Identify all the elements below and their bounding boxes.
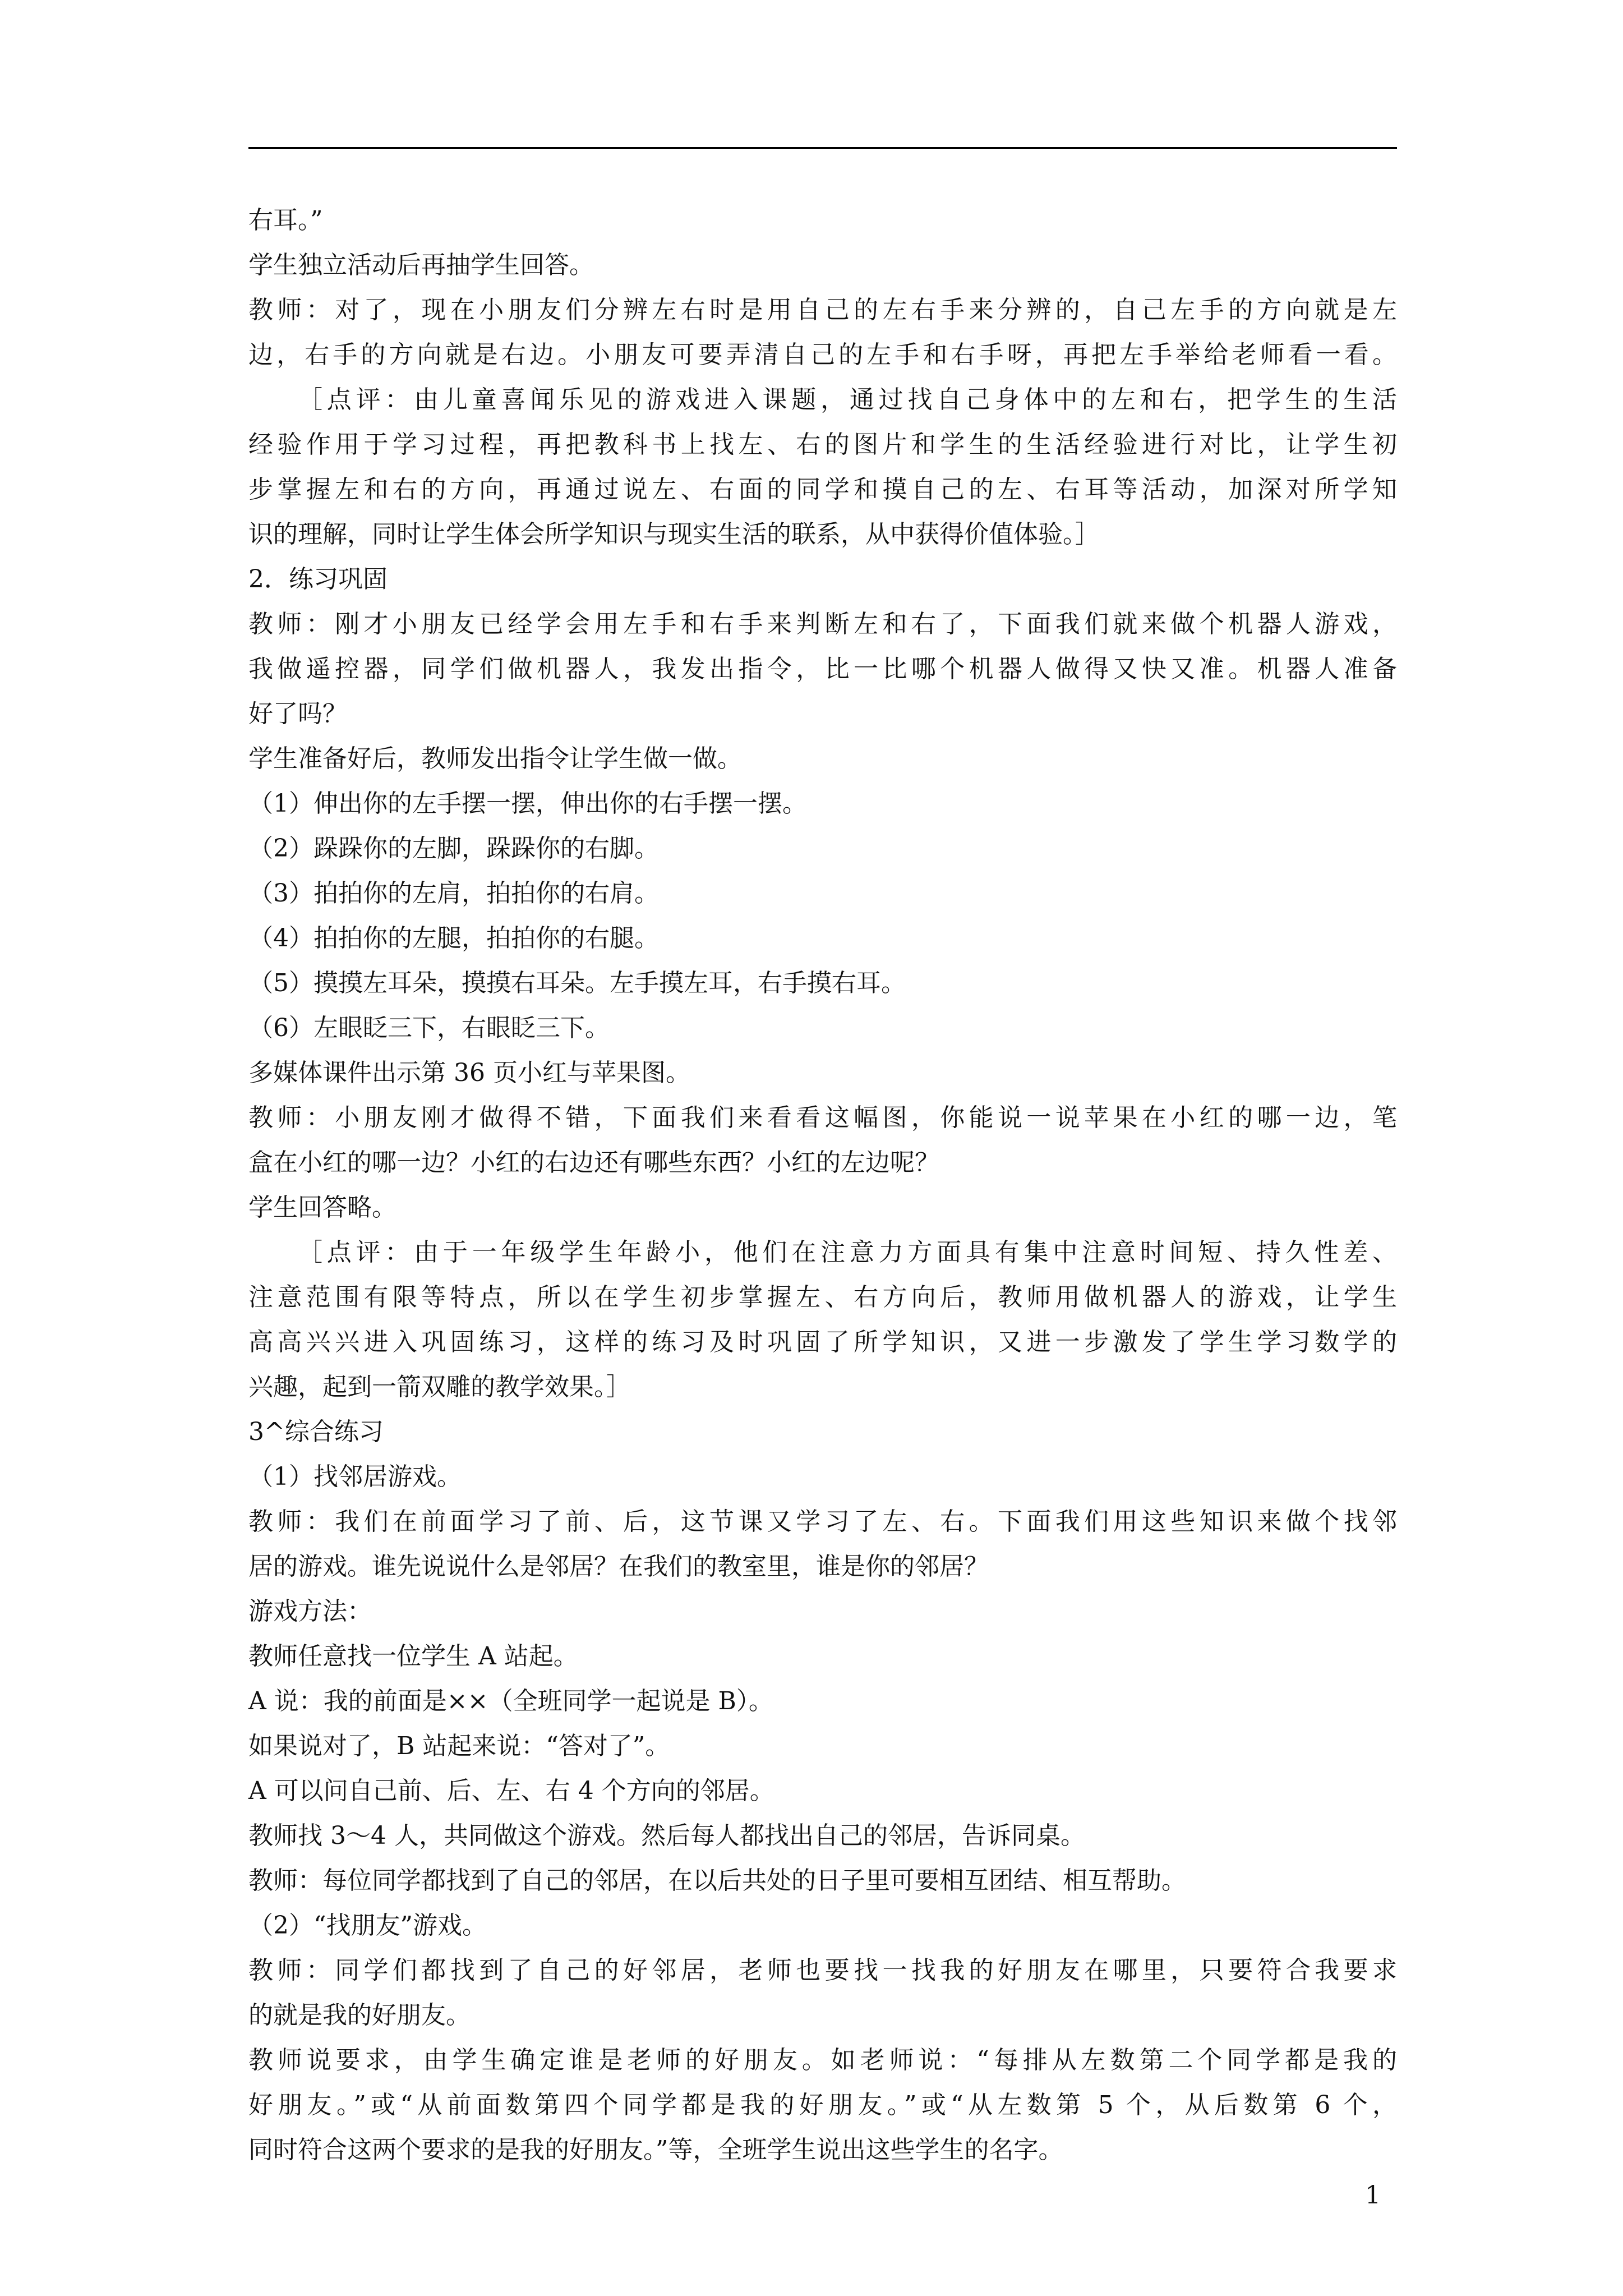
text-line: 右耳。” xyxy=(248,206,323,234)
comment-line: ［点评：由于一年级学生年龄小，他们在注意力方面具有集中注意时间短、持久性差、 xyxy=(298,1238,1397,1267)
text-line: 教师：刚才小朋友已经学会用左手和右手来判断左和右了，下面我们就来做个机器人游戏， xyxy=(248,610,1397,638)
list-item: （2）跺跺你的左脚，跺跺你的右脚。 xyxy=(248,834,659,863)
comment-line: 注意范围有限等特点，所以在学生初步掌握左、右方向后，教师用做机器人的游戏，让学生 xyxy=(248,1283,1397,1312)
text-line: A 说：我的前面是××（全班同学一起说是 B）。 xyxy=(248,1687,773,1715)
text-line: 盒在小红的哪一边？小红的右边还有哪些东西？小红的左边呢？ xyxy=(248,1148,939,1177)
text-line: 教师：对了，现在小朋友们分辨左右时是用自己的左右手来分辨的，自己左手的方向就是左 xyxy=(248,296,1397,324)
text-line: 好朋友。”或“从前面数第四个同学都是我的好朋友。”或“从左数第 5 个，从后数第 6 个， xyxy=(248,2091,1397,2119)
text-line: 好了吗？ xyxy=(248,700,347,728)
section-heading: 3^综合练习 xyxy=(248,1418,384,1446)
list-item: （1）伸出你的左手摆一摆，伸出你的右手摆一摆。 xyxy=(248,789,807,818)
text-line: 居的游戏。谁先说说什么是邻居？在我们的教室里，谁是你的邻居？ xyxy=(248,1552,989,1581)
header-rule xyxy=(248,147,1397,149)
comment-line: 高高兴兴进入巩固练习，这样的练习及时巩固了所学知识，又进一步激发了学生学习数学的 xyxy=(248,1328,1397,1356)
list-item: （1）找邻居游戏。 xyxy=(248,1462,462,1491)
text-line: 学生独立活动后再抽学生回答。 xyxy=(248,251,594,279)
comment-line: ［点评：由儿童喜闻乐见的游戏进入课题，通过找自己身体中的左和右，把学生的生活 xyxy=(298,385,1397,414)
text-line: 如果说对了，B 站起来说：“答对了”。 xyxy=(248,1732,670,1760)
comment-line: 兴趣，起到一箭双雕的教学效果。］ xyxy=(248,1373,631,1401)
text-line: 的就是我的好朋友。 xyxy=(248,2001,471,2030)
list-item: （3）拍拍你的左肩，拍拍你的右肩。 xyxy=(248,879,659,908)
text-line: 教师任意找一位学生 A 站起。 xyxy=(248,1642,578,1671)
comment-line: 经验作用于学习过程，再把教科书上找左、右的图片和学生的生活经验进行对比，让学生初 xyxy=(248,430,1397,459)
text-line: 教师：同学们都找到了自己的好邻居，老师也要找一找我的好朋友在哪里，只要符合我要求 xyxy=(248,1956,1397,1985)
text-line: 教师说要求，由学生确定谁是老师的好朋友。如老师说：“每排从左数第二个同学都是我的 xyxy=(248,2046,1397,2074)
page-number: 1 xyxy=(1365,2181,1381,2210)
list-item: （6）左眼眨三下，右眼眨三下。 xyxy=(248,1014,610,1042)
text-line: 教师找 3～4 人，共同做这个游戏。然后每人都找出自己的邻居，告诉同桌。 xyxy=(248,1821,1085,1850)
text-line: 边，右手的方向就是右边。小朋友可要弄清自己的左手和右手呀，再把左手举给老师看一看。 xyxy=(248,341,1397,369)
text-line: 同时符合这两个要求的是我的好朋友。”等，全班学生说出这些学生的名字。 xyxy=(248,2136,1063,2164)
section-heading: 2．练习巩固 xyxy=(248,565,388,593)
page-body xyxy=(248,198,1397,2173)
comment-line: 识的理解，同时让学生体会所学知识与现实生活的联系，从中获得价值体验。］ xyxy=(248,520,1100,549)
text-line: 教师：每位同学都找到了自己的邻居，在以后共处的日子里可要相互团结、相互帮助。 xyxy=(248,1866,1186,1895)
text-line: 我做遥控器，同学们做机器人，我发出指令，比一比哪个机器人做得又快又准。机器人准备 xyxy=(248,655,1397,683)
text-line: 学生准备好后，教师发出指令让学生做一做。 xyxy=(248,744,742,773)
comment-line: 步掌握左和右的方向，再通过说左、右面的同学和摸自己的左、右耳等活动，加深对所学知 xyxy=(248,475,1397,504)
text-line: 教师：小朋友刚才做得不错，下面我们来看看这幅图，你能说一说苹果在小红的哪一边，笔 xyxy=(248,1103,1397,1132)
text-line: 游戏方法： xyxy=(248,1597,372,1626)
text-line: 教师：我们在前面学习了前、后，这节课又学习了左、右。下面我们用这些知识来做个找邻 xyxy=(248,1507,1397,1536)
text-line: 多媒体课件出示第 36 页小红与苹果图。 xyxy=(248,1059,690,1087)
list-item: （2）“找朋友”游戏。 xyxy=(248,1911,487,1940)
text-line: A 可以问自己前、后、左、右 4 个方向的邻居。 xyxy=(248,1777,774,1805)
list-item: （4）拍拍你的左腿，拍拍你的右腿。 xyxy=(248,924,659,953)
list-item: （5）摸摸左耳朵，摸摸右耳朵。左手摸左耳，右手摸右耳。 xyxy=(248,969,906,997)
text-line: 学生回答略。 xyxy=(248,1193,396,1222)
